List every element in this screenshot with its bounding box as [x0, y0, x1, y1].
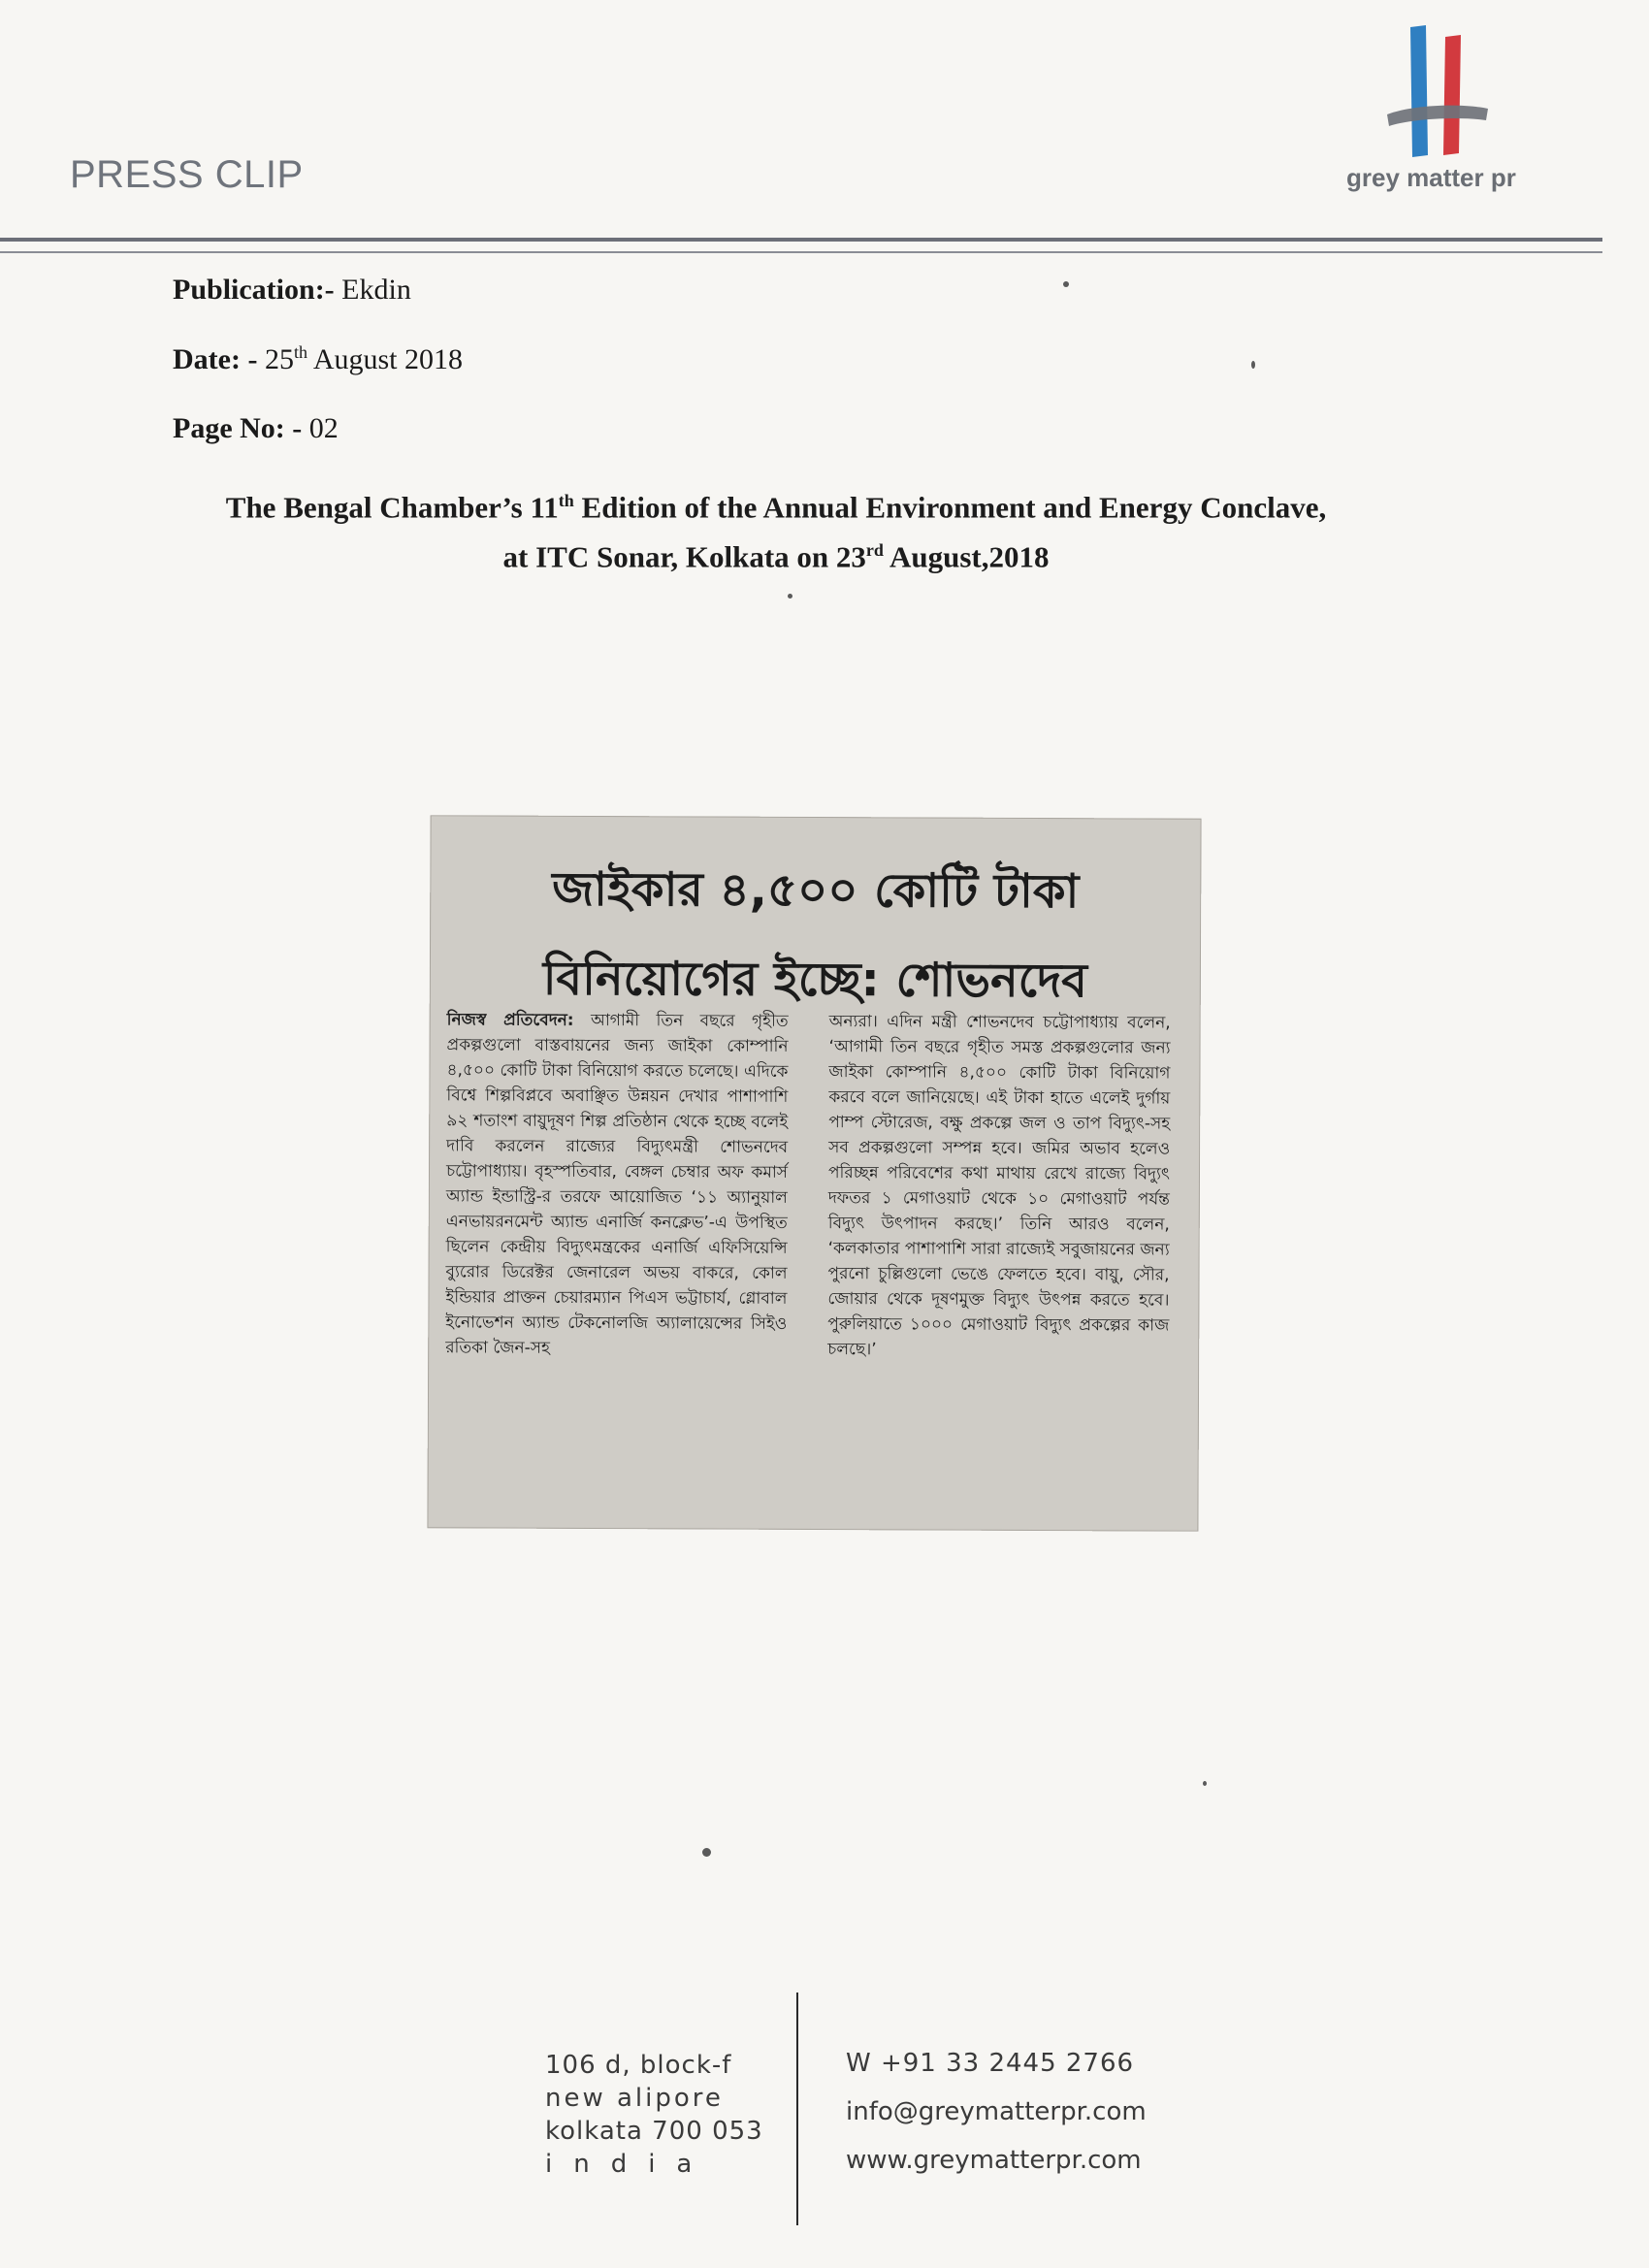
scan-speck	[702, 1848, 711, 1857]
scan-speck	[788, 594, 792, 599]
brand-name: grey matter pr	[1346, 163, 1516, 192]
page-value: 02	[308, 412, 339, 444]
phone-number: W +91 33 2445 2766	[846, 2049, 1135, 2078]
logo-grey-swoosh	[1387, 106, 1488, 126]
address-line-1: 106 d, block-f	[545, 2051, 732, 2080]
page-number-line	[173, 412, 339, 445]
scan-speck	[1063, 281, 1069, 287]
article-right-text: অন্যরা। এদিন মন্ত্রী শোভনদেব চট্টোপাধ্যায় বলেন, ‘আগামী তিন বছরে গৃহীত সমস্ত প্রকল্পগুলোর জন্য জাইকা কোম্পানি ৪,৫০০ কোটি টাকা বিনিয়োগ করবে বলে জানিয়েছে। এই টাকা হাতে এলেই দুর্গায় পাম্প স্টোরেজ, বক্ষু প্রকল্পে জল ও তাপ বিদ্যুৎ-সহ সব প্রকল্পগুলো সম্পন্ন হবে। জমির অভাব হলেও পরিচ্ছন্ন পরিবেশের কথা মাথায় রেখে রাজ্যে বিদ্যুৎ দফতর ১ মেগাওয়াট থেকে ১০ মেগাওয়াট পর্যন্ত বিদ্যুৎ উৎপাদন করছে।’ তিনি আরও বলেন, ‘কলকাতার পাশাপাশি সারা রাজ্যেই সবুজায়নের জন্য পুরনো চুল্লিগুলো ভেঙে ফেলতে হবে। বায়ু, সৌর, জোয়ার থেকে দূষণমুক্ত বিদ্যুৎ উৎপন্ন করতে হবে। পুরুলিয়াতে ১০০০ মেগাওয়াট বিদ্যুৎ প্রকল্পের কাজ চলছে।’	[827, 1012, 1171, 1360]
article-byline: নিজস্ব প্রতিবেদন:	[446, 1010, 574, 1030]
date-label: Date: -	[173, 343, 258, 375]
clipping-headline	[430, 844, 1202, 1025]
logo-mark-icon	[1383, 19, 1490, 165]
event-line1-sup: th	[558, 491, 574, 510]
website-link[interactable]: www.greymatterpr.com	[846, 2146, 1142, 2175]
date-suffix: th	[293, 342, 307, 362]
press-clip-label: PRESS CLIP	[70, 153, 304, 196]
brand-logo	[1368, 19, 1513, 175]
event-line2-sup: rd	[865, 540, 884, 561]
logo-blue-stroke	[1410, 25, 1428, 157]
date-day: 25	[264, 343, 294, 375]
newspaper-clipping	[427, 815, 1201, 1531]
article-column-right	[827, 1009, 1171, 1496]
header-rule	[0, 238, 1602, 242]
publication-label: Publication:-	[173, 274, 335, 306]
address-line-4: india	[545, 2150, 714, 2179]
event-title-line1	[97, 479, 1455, 529]
event-title-line2	[97, 529, 1455, 578]
scan-speck	[1203, 1781, 1207, 1786]
event-line1-a: The Bengal Chamber’s 11	[225, 490, 559, 525]
event-line1-b: Edition of the Annual Environment and Energy Conclave,	[581, 490, 1327, 525]
date-line	[173, 342, 463, 376]
article-column-left	[445, 1007, 789, 1494]
publication-line	[173, 274, 411, 307]
header-rule-thin	[0, 251, 1602, 253]
logo-red-stroke	[1443, 35, 1461, 155]
date-rest: August 2018	[312, 343, 464, 375]
headline-line1: জাইকার ৪,৫০০ কোটি টাকা	[552, 861, 1080, 920]
footer-divider	[796, 1993, 798, 2225]
address-line-3: kolkata 700 053	[545, 2117, 763, 2146]
event-line2-a: at ITC Sonar, Kolkata on 23	[502, 539, 866, 574]
publication-value: Ekdin	[341, 274, 411, 306]
event-title	[97, 479, 1455, 579]
headline-line2: বিনিয়োগের ইচ্ছে: শোভনদেব	[542, 951, 1088, 1009]
email-link[interactable]: info@greymatterpr.com	[846, 2097, 1147, 2126]
event-line2-b: August,2018	[889, 539, 1050, 574]
address-line-2: new alipore	[545, 2084, 724, 2113]
page-label: Page No: -	[173, 412, 303, 444]
scan-speck	[1251, 361, 1255, 369]
article-left-text: আগামী তিন বছরে গৃহীত প্রকল্পগুলো বাস্তবায়নের জন্য জাইকা কোম্পানি ৪,৫০০ কোটি টাকা বিনিয়োগ করতে চলেছে। এদিকে বিশ্বে শিল্পবিপ্লবে অবাঞ্ছিত উন্নয়ন দেখার পাশাপাশি ৯২ শতাংশ বায়ুদূষণ শিল্প প্রতিষ্ঠান থেকে হচ্ছে বলেই দাবি করলেন রাজ্যের বিদ্যুৎমন্ত্রী শোভনদেব চট্টোপাধ্যায়। বৃহস্পতিবার, বেঙ্গল চেম্বার অফ কমার্স অ্যান্ড ইন্ডাস্ট্রি-র তরফে আয়োজিত ‘১১ অ্যানুয়াল এনভায়রনমেন্ট অ্যান্ড এনার্জি কনক্লেভ’-এ উপস্থিত ছিলেন কেন্দ্রীয় বিদ্যুৎমন্ত্রকের এনার্জি এফিসিয়েন্সি ব্যুরোর ডিরেক্টর জেনারেল অভয় বাকরে, কোল ইন্ডিয়ার প্রাক্তন চেয়ারম্যান পিএস ভট্টাচার্য, গ্লোবাল ইনোভেশন অ্যান্ড টেকনোলজি অ্যালায়েন্সের সিইও রতিকা জৈন-সহ	[445, 1010, 789, 1358]
